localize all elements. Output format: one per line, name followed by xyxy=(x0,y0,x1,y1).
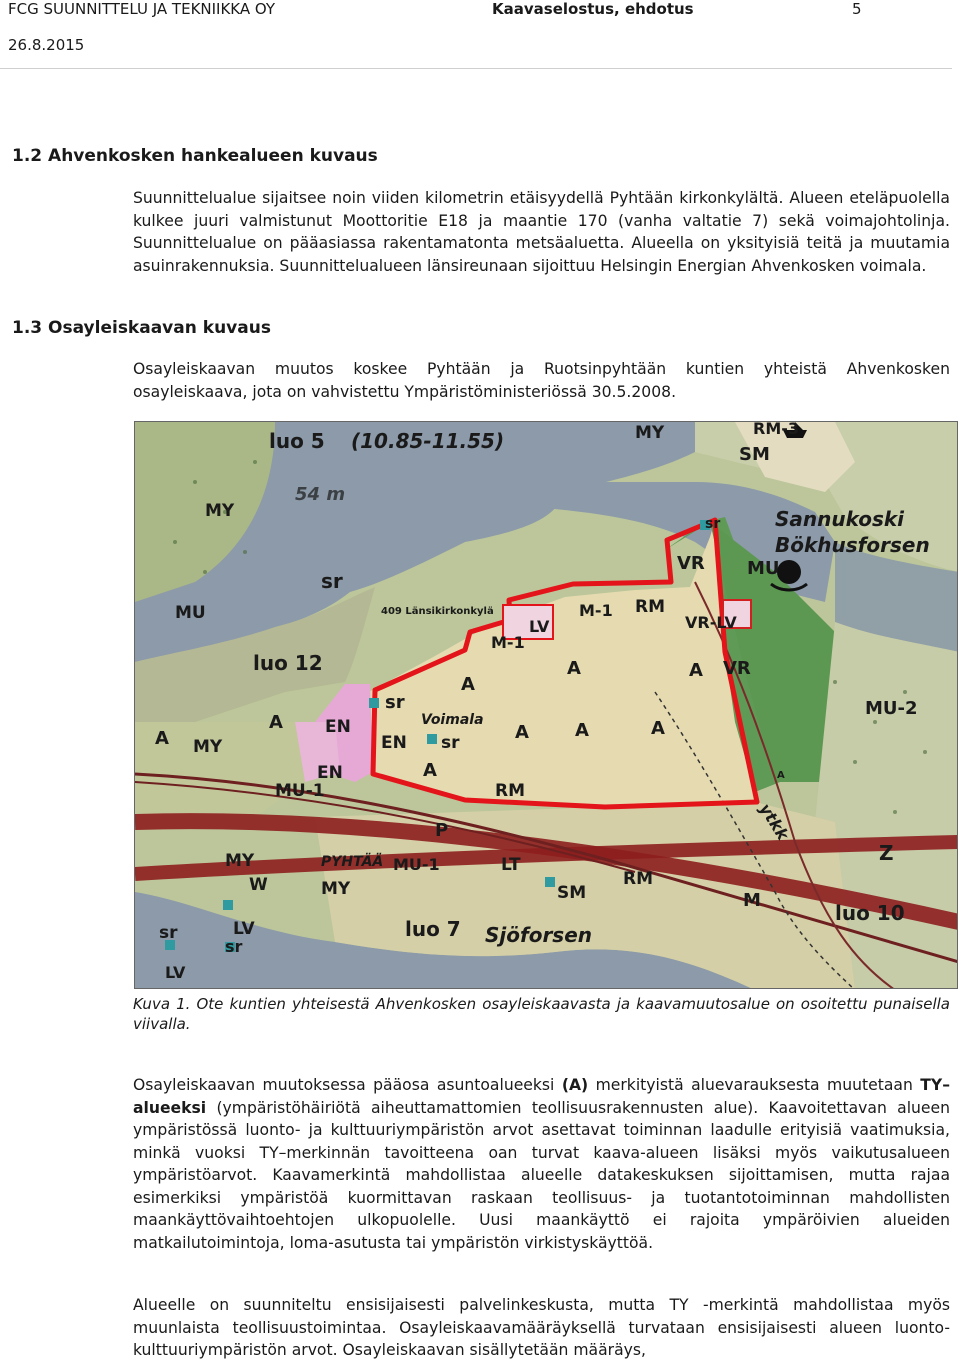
map-label-place: 409 Länsikirkonkylä xyxy=(381,606,494,617)
map-label-z: Z xyxy=(879,841,894,865)
map-label-sm-2: SM xyxy=(557,883,587,903)
map-label-a-7: A xyxy=(269,712,283,733)
document-title: Kaavaselostus, ehdotus xyxy=(492,0,694,18)
map-label-my-4: MY xyxy=(225,851,255,871)
map-label-luo12: luo 12 xyxy=(253,651,323,675)
map-label-a-9: A xyxy=(777,770,785,781)
header-divider xyxy=(0,68,952,69)
map-label-vr-2: VR xyxy=(723,658,751,679)
body-p1-text-a: Osayleiskaavan muutoksessa pääosa asuntoalueeksi xyxy=(133,1076,562,1094)
map-label-mu1-1: MU-1 xyxy=(275,781,325,801)
map-label-elevation: 54 m xyxy=(295,484,346,505)
map-label-rm-2: RM xyxy=(495,781,526,801)
company-name: FCG SUUNNITTELU JA TEKNIIKKA OY xyxy=(8,0,276,18)
map-label-a-5: A xyxy=(651,718,665,739)
map-label-rm3: RM-3 xyxy=(753,422,800,438)
map-label-sr-1: sr xyxy=(321,569,343,593)
map-label-p: P xyxy=(435,820,449,841)
map-label-w: W xyxy=(249,875,268,895)
body-p1-text-b: merkityistä aluevarauksesta muutetaan xyxy=(588,1076,921,1094)
map-label-luo7: luo 7 xyxy=(405,917,461,941)
map-label-mu1-2: MU-1 xyxy=(393,855,440,874)
page-header xyxy=(8,0,952,18)
map-label-luo10: luo 10 xyxy=(835,901,905,925)
map-label-mu-2: MU xyxy=(747,558,780,579)
section-1-2-paragraph: Suunnittelualue sijaitsee noin viiden kilometrin etäisyydellä Pyhtään kirkonkylältä. Alueen eteläpuolella kulkee juuri valmistunut Moottoritie E18 ja maantie 170 (vanha valtatie 7) sekä voimajohtolinja. Suunnittelualue on pääasiassa rakentamatonta metsäaluetta. Alueella on yksityisiä teitä ja muutamia asuinrakennuksia. Suunnittelualueen länsireunaan sijoittuu Helsingin Energian Ahvenkosken voimala. xyxy=(133,189,950,275)
map-label-en-2: EN xyxy=(381,733,407,753)
map-label-sr-6: sr xyxy=(225,937,243,956)
section-heading-1-3: 1.3 Osayleiskaavan kuvaus xyxy=(12,318,271,338)
map-label-my-2: MY xyxy=(205,501,235,521)
body-paragraph-2: Alueelle on suunniteltu ensisijaisesti palvelinkeskusta, mutta TY -merkintä mahdollistaa myös muunlaista teollisuustoimintaa. Osayleiskaavamääräyksellä turvataan ensisijaisesti alueen luonto- kulttuuriympäristön arvot. Osayleiskaavan sisällytetään määräys, xyxy=(133,1296,950,1359)
map-label-lv-3: LV xyxy=(165,963,186,982)
map-label-mu-1: MU xyxy=(175,603,206,623)
map-label-en-1: EN xyxy=(325,717,351,737)
body-p1-highlight-ty: TY–alueeksi xyxy=(133,1076,951,1117)
map-label-my-3: MY xyxy=(193,737,223,757)
zoning-map-figure xyxy=(134,421,958,989)
body-p1-text-c: (ympäristöhäiriötä aiheuttamattomien teollisuusrakennusten alue). Kaavoitettavan alueen ympäristössä luonto- ja kulttuuriympäristön arvot asettavat toiminnan laadulle erityisiä vaatimuksia, minkä vuoksi TY–merkinnän tavoitteena oan turvat kaava-alueen lisäksi myös vaikutusalueen ympäristöarvot. Kaavamerkintä mahdollistaa alueelle datakeskuksen sijoittamisen, mutta rajaa esimerkiksi ympäristöä kuormittavan raskaan teollisuus- ja tuotantotoiminnan mahdollisten maankäyttövaihtoehtojen ulkopuolelle. Uusi maankäyttö ei rajoita ympäröivien alueiden matkailutoimintoja, loma-asutusta tai ympäristön virkistyskäyttöä. xyxy=(133,1098,950,1252)
map-label-luo5: luo 5 xyxy=(269,429,325,453)
map-label-vr-lv: VR-LV xyxy=(685,613,737,632)
document-date: 26.8.2015 xyxy=(8,36,85,54)
map-label-mu2: MU-2 xyxy=(865,698,918,719)
map-label-my-1: MY xyxy=(635,423,665,443)
map-label-a-10: A xyxy=(155,728,169,749)
map-label-lt: LT xyxy=(501,855,521,875)
map-label-bokhusforsen: Bökhusforsen xyxy=(775,533,930,557)
map-label-m: M xyxy=(743,890,761,911)
map-label-ytkk: ytkk xyxy=(755,800,793,844)
body-paragraph-1 xyxy=(133,1074,950,1254)
map-label-sr-3: sr xyxy=(385,692,405,713)
section-1-3-paragraph: Osayleiskaavan muutos koskee Pyhtään ja Ruotsinpyhtään kuntien yhteistä Ahvenkosken osayleiskaava, jota on vahvistettu Ympäristöministeriössä 30.5.2008. xyxy=(133,360,950,401)
map-label-a-2: A xyxy=(689,660,703,681)
map-label-a-8: A xyxy=(423,760,437,781)
map-label-rm-3: RM xyxy=(623,869,654,889)
zoning-map xyxy=(135,422,958,989)
body-p1-highlight-a: (A) xyxy=(561,1076,589,1094)
map-label-coords: (10.85-11.55) xyxy=(351,429,505,453)
map-label-sjoforsen: Sjöforsen xyxy=(485,923,593,947)
map-label-my-5: MY xyxy=(321,879,351,899)
map-label-rm-1: RM xyxy=(635,597,666,617)
map-label-m1-2: M-1 xyxy=(491,633,525,652)
map-label-en-3: EN xyxy=(317,763,343,783)
map-label-sr-5: sr xyxy=(159,923,178,943)
map-label-m1-1: M-1 xyxy=(579,601,613,620)
map-label-a-6: A xyxy=(575,720,589,741)
map-label-sr-4: sr xyxy=(441,733,460,753)
map-label-a-4: A xyxy=(515,722,529,743)
map-label-vr-1: VR xyxy=(677,553,705,574)
map-label-sr-2: sr xyxy=(705,516,721,532)
map-label-pyhtaa: PYHTÄÄ xyxy=(321,854,384,870)
map-label-sannukoski: Sannukoski xyxy=(775,507,905,531)
page-number: 5 xyxy=(852,0,862,18)
map-label-lv-1: LV xyxy=(529,617,550,636)
map-label-voimala: Voimala xyxy=(421,712,484,728)
map-label-sm-1: SM xyxy=(739,444,770,465)
figure-caption: Kuva 1. Ote kuntien yhteisestä Ahvenkosken osayleiskaavasta ja kaavamuutosalue on osoitettu punaisella viivalla. xyxy=(133,995,950,1033)
map-label-lv-2: LV xyxy=(233,919,255,939)
map-label-a-1: A xyxy=(567,658,581,679)
map-label-a-3: A xyxy=(461,674,475,695)
section-heading-1-2: 1.2 Ahvenkosken hankealueen kuvaus xyxy=(12,146,378,166)
